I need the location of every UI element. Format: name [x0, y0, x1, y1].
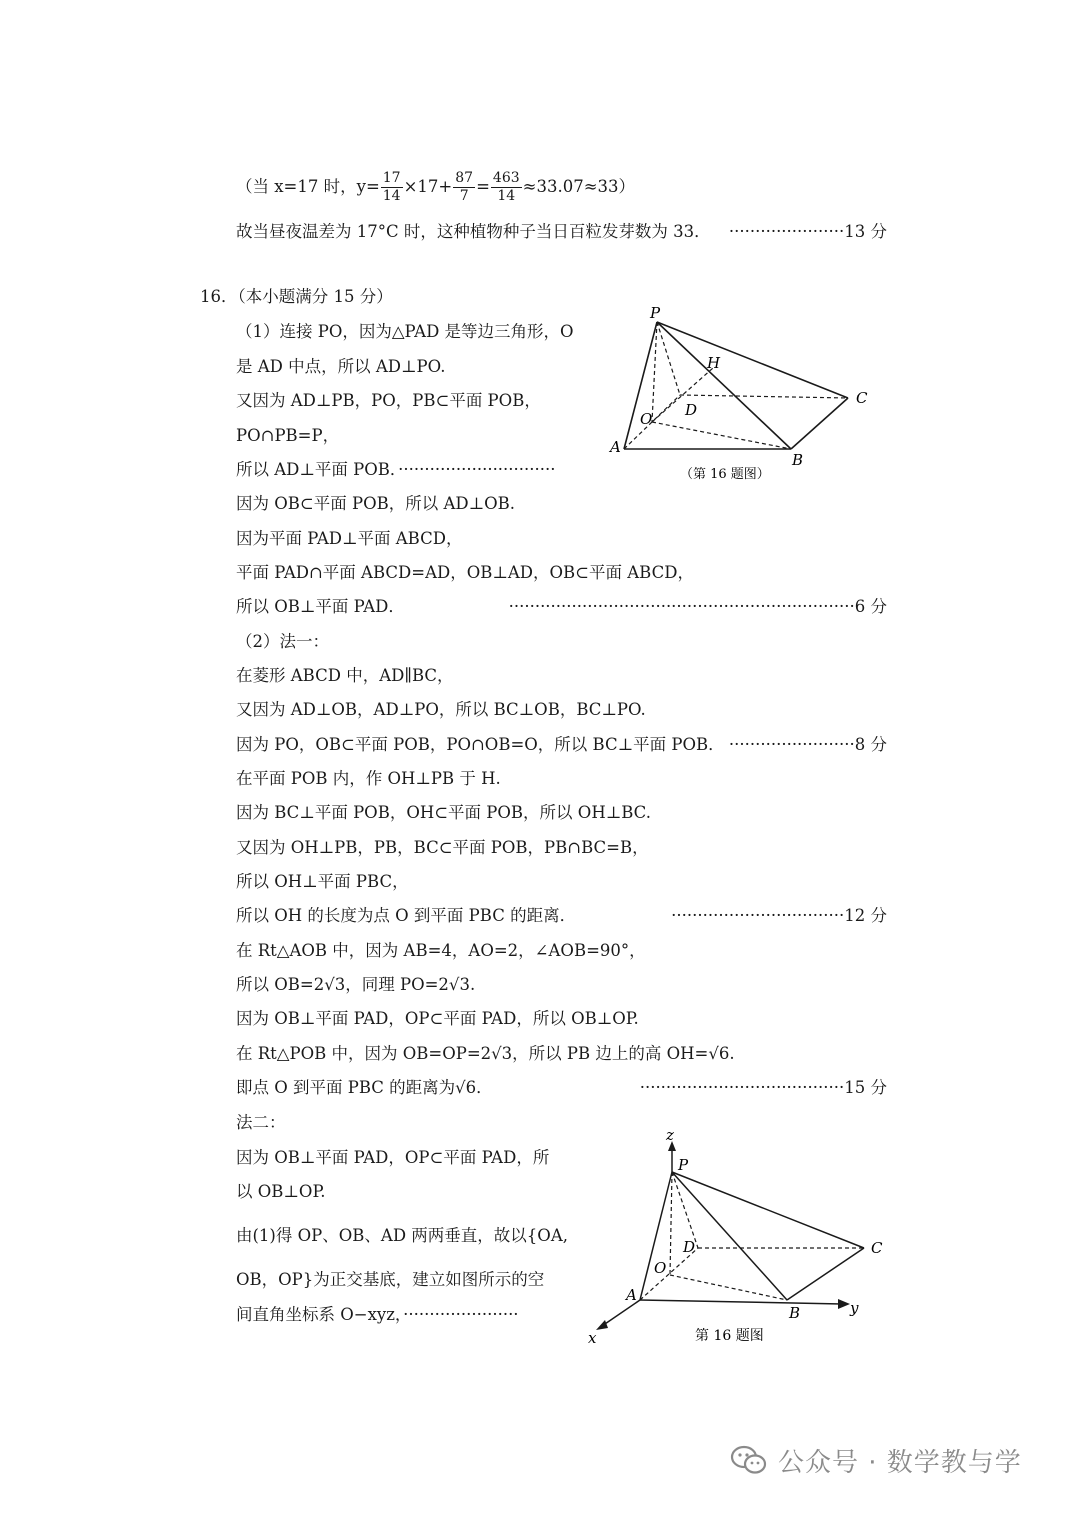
- score-15: ·······································15 分: [639, 1078, 887, 1097]
- label-D-2: D: [683, 1238, 696, 1256]
- q16-line-8: 所以 OB⊥平面 PAD．: [236, 597, 405, 616]
- segment-OB-2: [670, 1275, 787, 1300]
- segment-OB: [652, 422, 791, 449]
- label-z: z: [666, 1126, 674, 1144]
- q16-line-16: 所以 OH⊥平面 PBC，: [236, 872, 409, 891]
- label-B: B: [792, 451, 804, 469]
- q16-line-3: PO∩PB=P，: [236, 426, 340, 445]
- q16-line-17: 所以 OH 的长度为点 O 到平面 PBC 的距离．: [236, 906, 577, 925]
- q16-line-19: 所以 OB=2√3，同理 PO=2√3.: [236, 975, 476, 994]
- label-C: C: [856, 389, 868, 407]
- segment-PO-2: [670, 1172, 672, 1275]
- q16-line-24: 因为 OB⊥平面 PAD，OP⊂平面 PAD，所: [236, 1148, 550, 1167]
- intro-equation: （当 x=17 时，y= $\frac{17}{14}$ ×17+ $\frac{87}{7}$ = $\frac{463}{14}$ ≈33.07≈33）: [236, 170, 636, 204]
- q16-header: 16．（本小题满分 15 分）: [200, 287, 393, 306]
- axis-y-arrow: [838, 1299, 850, 1309]
- edge-PD-2: [672, 1172, 698, 1248]
- fraction-463-14: $\frac{463}{14}$: [492, 170, 520, 204]
- q16-line-26: 由(1)得 OP、OB、AD 两两垂直，故以{OA,: [236, 1226, 568, 1245]
- q16-line-7: 平面 PAD∩平面 ABCD=AD，OB⊥AD，OB⊂平面 ABCD，: [236, 563, 694, 582]
- label-O-2: O: [654, 1259, 667, 1277]
- edge-BC-2: [787, 1248, 864, 1300]
- q16-line-5: 因为 OB⊂平面 POB，所以 AD⊥OB.: [236, 494, 516, 513]
- label-P: P: [650, 304, 661, 322]
- score-12: ·································12 分: [671, 906, 887, 925]
- q16-line-18: 在 Rt△AOB 中，因为 AB=4，AO=2，∠AOB=90°，: [236, 941, 646, 960]
- q16-line-20: 因为 OB⊥平面 PAD，OP⊂平面 PAD，所以 OB⊥OP.: [236, 1009, 639, 1028]
- q16-line-1: 是 AD 中点，所以 AD⊥PO.: [236, 357, 446, 376]
- label-C-2: C: [871, 1239, 883, 1257]
- q16-line-21: 在 Rt△POB 中，因为 OB=OP=2√3，所以 PB 边上的高 OH=√6.: [236, 1044, 735, 1063]
- q16-line-10: 在菱形 ABCD 中，AD∥BC，: [236, 666, 454, 685]
- q16-line-22: 即点 O 到平面 PBC 的距离为√6．: [236, 1078, 493, 1097]
- edge-BC: [791, 398, 848, 449]
- label-H: H: [707, 354, 721, 372]
- edge-DC: [680, 395, 848, 398]
- axis-y: [640, 1300, 842, 1304]
- coordinate-figure-2: [580, 1125, 900, 1350]
- q16-line-28: 间直角坐标系 O−xyz，······················: [236, 1305, 519, 1324]
- edge-PC-2: [672, 1172, 864, 1248]
- q16-line-0: （1）连接 PO，因为△PAD 是等边三角形，O: [236, 322, 574, 341]
- label-D: D: [685, 401, 698, 419]
- score-6: ··································································6 分: [508, 597, 887, 616]
- label-y: y: [850, 1299, 859, 1317]
- edge-PA-2: [640, 1172, 672, 1300]
- edge-PB-2: [672, 1172, 787, 1300]
- q16-line-2: 又因为 AD⊥PB，PO，PB⊂平面 POB，: [236, 391, 541, 410]
- fraction-17-14: $\frac{17}{14}$: [382, 170, 401, 204]
- score-8: ························8 分: [728, 735, 887, 754]
- q16-line-6: 因为平面 PAD⊥平面 ABCD，: [236, 529, 463, 548]
- q16-line-25: 以 OB⊥OP.: [236, 1182, 326, 1201]
- label-P-2: P: [678, 1156, 689, 1174]
- watermark-text: 公众号 · 数学教与学: [778, 1447, 1022, 1478]
- q16-line-15: 又因为 OH⊥PB，PB，BC⊂平面 POB，PB∩BC=B，: [236, 838, 649, 857]
- intro-conclusion: 故当昼夜温差为 17°C 时，这种植物种子当日百粒发芽数为 33．: [236, 222, 711, 241]
- label-B-2: B: [789, 1304, 801, 1322]
- edge-PC: [657, 322, 848, 398]
- edge-PA: [624, 322, 657, 449]
- label-x: x: [588, 1329, 597, 1347]
- q16-line-27: OB，OP}为正交基底，建立如图所示的空: [236, 1270, 545, 1289]
- label-A-2: A: [626, 1286, 637, 1304]
- fraction-87-7: $\frac{87}{7}$: [455, 170, 474, 204]
- q16-line-4: 所以 AD⊥平面 POB．······························: [236, 460, 556, 479]
- q16-line-12: 因为 PO，OB⊂平面 POB，PO∩OB=O，所以 BC⊥平面 POB．: [236, 735, 725, 754]
- watermark: [730, 1440, 1022, 1480]
- axis-x-arrow: [596, 1320, 608, 1330]
- label-A: A: [610, 438, 621, 456]
- figure1-caption: （第 16 题图）: [680, 467, 770, 482]
- pyramid-figure-1: [600, 300, 890, 490]
- q16-line-23: 法二：: [236, 1113, 286, 1132]
- q16-line-14: 因为 BC⊥平面 POB，OH⊂平面 POB，所以 OH⊥BC.: [236, 803, 651, 822]
- wechat-icon: [730, 1444, 768, 1476]
- figure2-caption: 第 16 题图: [695, 1328, 764, 1344]
- score-13: ······················13 分: [728, 222, 887, 241]
- q16-line-13: 在平面 POB 内，作 OH⊥PB 于 H.: [236, 769, 501, 788]
- q16-line-9: （2）法一：: [236, 632, 329, 651]
- label-O: O: [640, 410, 653, 428]
- q16-line-11: 又因为 AD⊥OB，AD⊥PO，所以 BC⊥OB，BC⊥PO.: [236, 700, 646, 719]
